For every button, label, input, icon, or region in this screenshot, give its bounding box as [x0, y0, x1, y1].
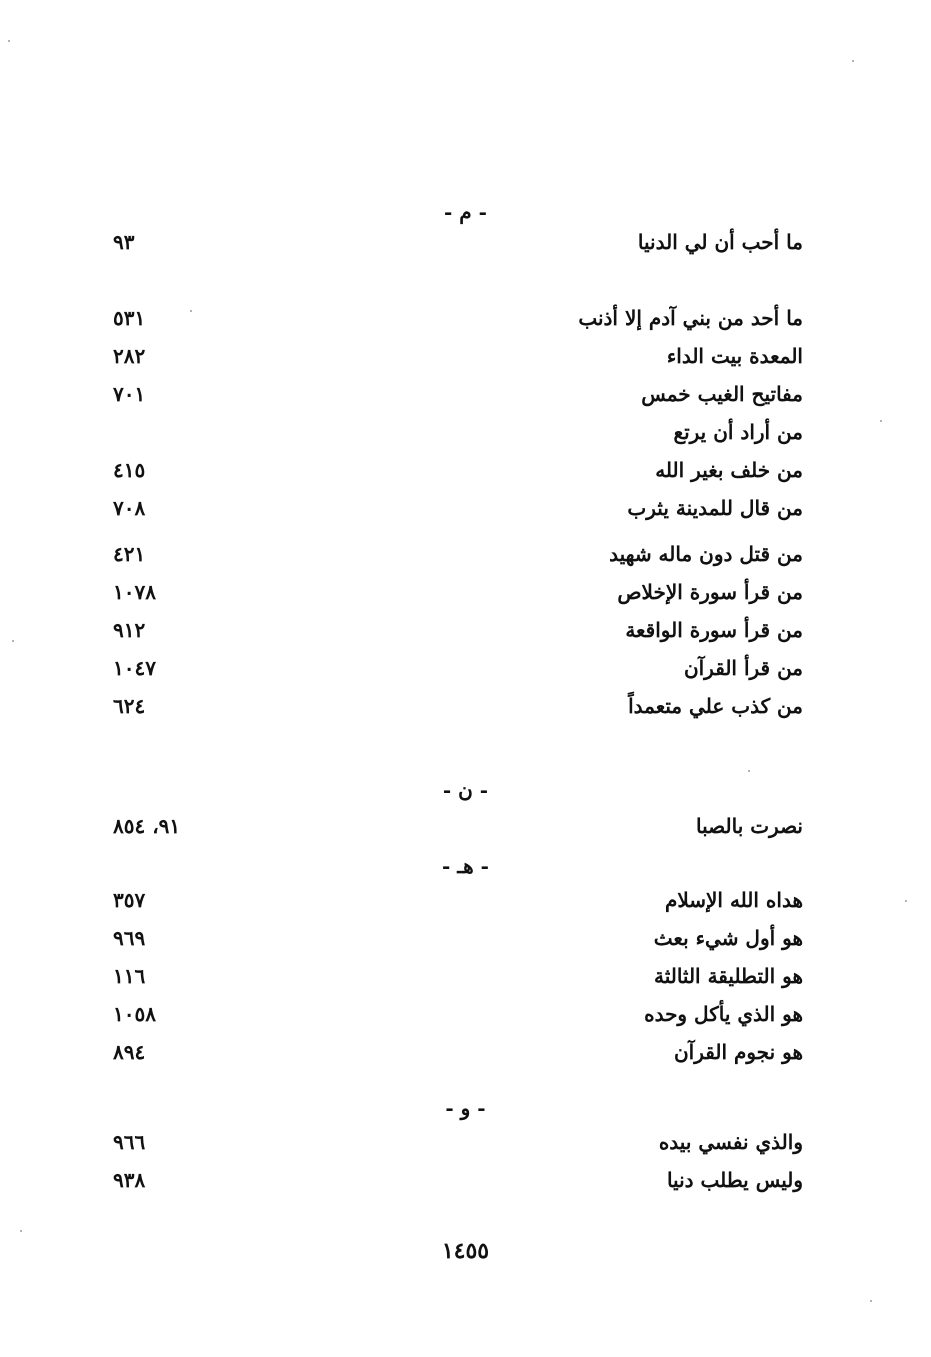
index-entry: [0, 618, 931, 652]
section-heading-noon: - ن -: [442, 778, 489, 802]
entry-pages: ٩٣٨: [113, 1168, 146, 1192]
entry-pages: ٢٨٢: [113, 344, 146, 368]
entry-text: من قرأ القرآن: [683, 656, 803, 680]
entry-text: من قال للمدينة يثرب: [627, 496, 803, 520]
section-heading-waw: - و -: [445, 1096, 486, 1120]
entry-text: والذي نفسي بيده: [658, 1130, 803, 1154]
entry-text: هداه الله الإسلام: [664, 888, 803, 912]
entry-pages: ٦٢٤: [113, 694, 146, 718]
entry-text: مفاتيح الغيب خمس: [641, 382, 803, 406]
scan-speck: [8, 40, 10, 42]
scan-speck: [190, 310, 192, 312]
section-heading-ha: - هـ -: [442, 854, 489, 878]
index-entry: [0, 694, 931, 728]
scan-speck: [905, 900, 907, 902]
entry-text: هو الذي يأكل وحده: [644, 1002, 803, 1026]
entry-text: من قتل دون ماله شهيد: [609, 542, 803, 566]
entry-pages: ٩٦٩: [113, 926, 146, 950]
scan-speck: [748, 770, 750, 772]
index-entry: [0, 814, 931, 848]
index-entry: [0, 542, 931, 576]
index-entry: [0, 964, 931, 998]
entry-text: من أراد أن يرتع: [673, 420, 803, 444]
entry-text: من خلف بغير الله: [655, 458, 803, 482]
scan-speck: [870, 1300, 872, 1302]
entry-pages: ٩٦٦: [113, 1130, 146, 1154]
entry-text: المعدة بيت الداء: [666, 344, 803, 368]
scan-speck: [20, 1230, 22, 1232]
index-entry: [0, 1002, 931, 1036]
index-entry: [0, 496, 931, 530]
index-entry: [0, 1168, 931, 1202]
entry-text: ما أحد من بني آدم إلا أذنب: [578, 306, 803, 330]
index-entry: [0, 230, 931, 264]
index-entry: [0, 580, 931, 614]
index-entry: [0, 926, 931, 960]
entry-pages: ١١٦: [113, 964, 146, 988]
scan-speck: [852, 60, 854, 62]
scan-speck: [12, 640, 14, 642]
index-entry: [0, 458, 931, 492]
entry-text: هو نجوم القرآن: [673, 1040, 803, 1064]
entry-text: هو التطليقة الثالثة: [653, 964, 803, 988]
entry-text: من قرأ سورة الإخلاص: [617, 580, 803, 604]
entry-text: نصرت بالصبا: [696, 814, 803, 838]
entry-text: من قرأ سورة الواقعة: [625, 618, 803, 642]
entry-pages: ١٠٤٧: [113, 656, 156, 680]
entry-pages: ٩١٢: [113, 618, 146, 642]
entry-pages: ٥٣١: [113, 306, 146, 330]
entry-pages: ٤٢١: [113, 542, 146, 566]
index-entry: [0, 344, 931, 378]
entry-pages: ١٠٧٨: [113, 580, 156, 604]
scan-speck: [880, 420, 882, 422]
index-entry: [0, 420, 931, 454]
entry-text: ما أحب أن لي الدنيا: [637, 230, 803, 254]
entry-pages: ٧٠١: [113, 382, 146, 406]
entry-pages: ٨٩٤: [113, 1040, 146, 1064]
index-entry: [0, 1130, 931, 1164]
entry-text: وليس يطلب دنيا: [666, 1168, 803, 1192]
entry-text: من كذب علي متعمداً: [628, 694, 803, 718]
entry-pages: ٤١٥: [113, 458, 146, 482]
index-entry: [0, 656, 931, 690]
index-entry: [0, 888, 931, 922]
entry-pages: ٧٠٨: [113, 496, 146, 520]
section-heading-meem: - م -: [444, 200, 487, 224]
entry-text: هو أول شيء بعث: [653, 926, 803, 950]
entry-pages: ٩٣: [113, 230, 135, 254]
index-entry: [0, 382, 931, 416]
entry-pages: ٩١، ٨٥٤: [113, 814, 181, 838]
entry-pages: ٣٥٧: [113, 888, 146, 912]
index-entry: [0, 1040, 931, 1074]
index-entry: [0, 306, 931, 340]
entry-pages: ١٠٥٨: [113, 1002, 156, 1026]
page-number: ١٤٥٥: [441, 1238, 490, 1264]
